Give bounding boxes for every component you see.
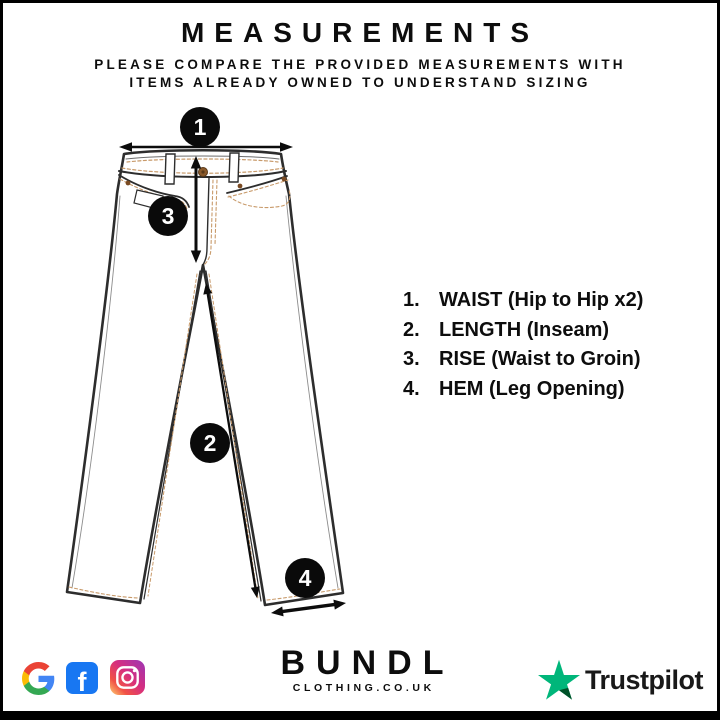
belt-loop-right: [229, 153, 239, 182]
belt-loop-left: [165, 154, 175, 184]
measurement-legend: [403, 290, 643, 408]
trustpilot-star-icon: [538, 659, 580, 701]
subtitle-line-2: ITEMS ALREADY OWNED TO UNDERSTAND SIZING: [129, 75, 591, 90]
legend-item-rise: [403, 349, 643, 370]
marker-rise: [148, 196, 188, 236]
jeans-outline: [67, 150, 343, 605]
facebook-f-glyph: f: [77, 667, 87, 694]
trustpilot-logo[interactable]: [538, 659, 703, 701]
brand-domain: CLOTHING.CO.UK: [292, 682, 435, 694]
hem-arrow: [281, 604, 336, 611]
rivet: [238, 184, 243, 189]
legend-number: 2.: [403, 318, 420, 341]
legend-number: 1.: [403, 289, 420, 311]
subtitle-line-1: PLEASE COMPARE THE PROVIDED MEASUREMENTS WITH: [94, 57, 626, 72]
marker-length: [190, 423, 230, 463]
brand-logo: [262, 646, 462, 694]
legend-number: 3.: [403, 348, 420, 370]
facebook-icon[interactable]: [66, 662, 98, 694]
legend-label: LENGTH (Inseam): [439, 318, 610, 341]
marker-waist: [180, 107, 220, 147]
rivet: [126, 181, 131, 186]
marker-label: 1: [193, 113, 207, 140]
legend-label: WAIST (Hip to Hip x2): [439, 289, 644, 311]
legend-item-waist: [403, 290, 643, 311]
legend-number: 4.: [403, 377, 420, 400]
marker-hem: [285, 558, 325, 598]
legend-label: HEM (Leg Opening): [439, 377, 625, 400]
rivet: [282, 177, 287, 182]
trustpilot-label: Trustpilot: [585, 664, 703, 695]
legend-item-length: [403, 320, 643, 341]
marker-label: 2: [203, 429, 217, 456]
instagram-icon[interactable]: [110, 660, 145, 695]
marker-label: 4: [298, 564, 312, 591]
google-icon[interactable]: [22, 662, 55, 695]
legend-item-hem: [403, 379, 643, 400]
marker-label: 3: [161, 202, 175, 229]
page-subtitle: [0, 56, 720, 92]
page-title: MEASUREMENTS: [180, 17, 539, 48]
legend-label: RISE (Waist to Groin): [439, 348, 641, 370]
brand-name: BUNDL: [280, 644, 455, 682]
